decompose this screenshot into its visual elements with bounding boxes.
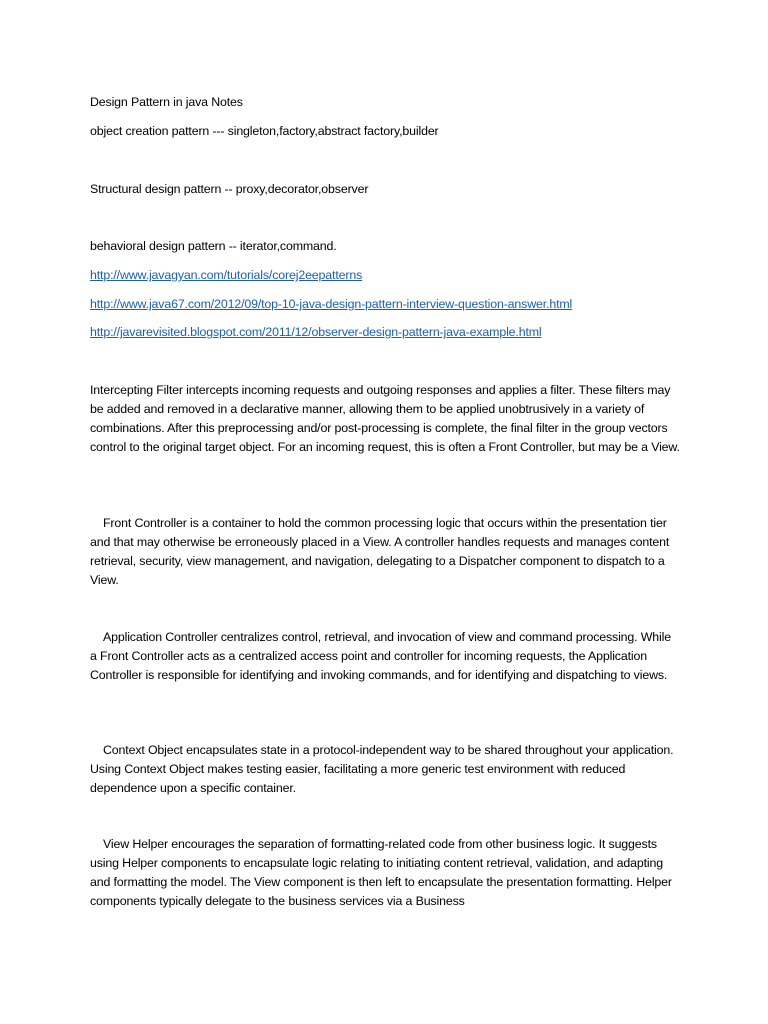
link-javagyan[interactable]: http://www.javagyan.com/tutorials/corej2eepatterns (90, 268, 363, 282)
behavioral-patterns-line: behavioral design pattern -- iterator,command. (90, 239, 337, 253)
creational-patterns-line: object creation pattern --- singleton,factory,abstract factory,builder (90, 124, 439, 138)
document-title: Design Pattern in java Notes (90, 95, 243, 109)
paragraph-application-controller: Application Controller centralizes control, retrieval, and invocation of view and command processing. While a Front Controller acts as a centralized access point and controller for incoming requests, the Application Controller is responsible for identifying and invoking commands, and for identifying and dispatching to views. (90, 630, 671, 682)
paragraph-intercepting-filter: Intercepting Filter intercepts incoming requests and outgoing responses and applies a filter. These filters may be added and removed in a declarative manner, allowing them to be applied unobtrusively in a variety of combinations. After this preprocessing and/or post-processing is complete, the final filter in the group vectors control to the original target object. For an incoming request, this is often a Front Controller, but may be a View. (90, 383, 680, 454)
paragraph-context-object: Context Object encapsulates state in a protocol-independent way to be shared throughout your application. Using Context Object makes testing easier, facilitating a more generic test environment with reduced dependence upon a specific container. (90, 743, 674, 795)
paragraph-front-controller: Front Controller is a container to hold the common processing logic that occurs within the presentation tier and that may otherwise be erroneously placed in a View. A controller handles requests and manages content retrieval, security, view management, and navigation, delegating to a Dispatcher component to dispatch to a View. (90, 516, 670, 587)
structural-patterns-line: Structural design pattern -- proxy,decorator,observer (90, 182, 369, 196)
link-javagyan-row (90, 266, 362, 285)
link-javarevisited[interactable]: http://javarevisited.blogspot.com/2011/12/observer-design-pattern-java-example.html (90, 325, 542, 339)
paragraph-view-helper: View Helper encourages the separation of formatting-related code from other business logic. It suggests using Helper components to encapsulate logic relating to initiating content retrieval, validation, and adapting and formatting the model. The View component is then left to encapsulate the presentation formatting. Helper components typically delegate to the business services via a Business (90, 837, 672, 908)
link-java67-row (90, 295, 572, 314)
link-javarevisited-row (90, 323, 542, 342)
link-java67[interactable]: http://www.java67.com/2012/09/top-10-java-design-pattern-interview-question-answer.html (90, 297, 573, 311)
